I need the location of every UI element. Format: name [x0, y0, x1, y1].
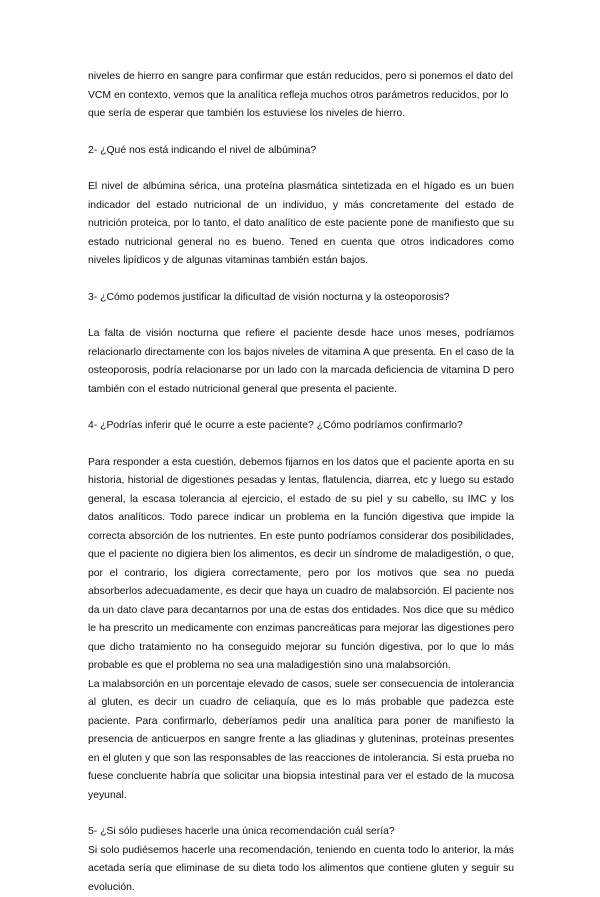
question-2: 2- ¿Qué nos está indicando el nivel de albúmina? [88, 142, 514, 161]
question-3: 3- ¿Cómo podemos justificar la dificultad de visión nocturna y la osteoporosis? [88, 289, 514, 308]
question-4: 4- ¿Podrías inferir qué le ocurre a este paciente? ¿Cómo podríamos confirmarlo? [88, 417, 514, 436]
answer-2: El nivel de albúmina sérica, una proteína plasmática sintetizada en el hígado es un buen indicador del estado nutricional de un individuo, y más concretamente del estado de nutrición proteica, por lo tanto, el dato analítico de este paciente pone de manifiesto que su estado nutricional general no es bueno. Tened en cuenta que otros indicadores como niveles lipídicos y de algunas vitaminas también están bajos. [88, 178, 514, 271]
answer-4-part-1: Para responder a esta cuestión, debemos fijarnos en los datos que el paciente aporta en su historia, historial de digestiones pesadas y lentas, flatulencia, diarrea, etc y luego su estado general, la escasa tolerancia al ejercicio, el estado de su piel y su cabello, su IMC y los datos analíticos. Todo parece indicar un problema en la función digestiva que impide la correcta absorción de los nutrientes. En este punto podríamos considerar dos posibilidades, que el paciente no digiera bien los alimentos, es decir un síndrome de maladigestión, o que, por el contrario, los digiera correctamente, pero por los motivos que sea no pueda absorberlos adecuadamente, es decir que haya un cuadro de malabsorción. El paciente nos da un dato clave para decantarnos por una de estas dos entidades. Nos dice que su médico le ha prescrito un medicamente con enzimas pancreáticas para mejorar las digestiones pero que dicho tratamiento no ha conseguido mejorar su función digestiva, por lo que lo más probable es que el problema no sea una maladigestión sino una malabsorción. [88, 454, 514, 676]
answer-5: Si solo pudiésemos hacerle una recomendación, teniendo en cuenta todo lo anterior, la más acetada sería que eliminase de su dieta todo los alimentos que contiene gluten y seguir su evolución. [88, 842, 514, 897]
intro-paragraph: niveles de hierro en sangre para confirmar que están reducidos, pero si ponemos el dato del VCM en contexto, vemos que la analítica refleja muchos otros parámetros reducidos, por lo que sería de esperar que también los estuviese los niveles de hierro. [88, 68, 514, 124]
answer-4-part-2: La malabsorción en un porcentaje elevado de casos, suele ser consecuencia de intolerancia al gluten, es decir un cuadro de celiaquía, que es lo más probable que padezca este paciente. Para confirmarlo, deberíamos pedir una analítica para poner de manifiesto la presencia de anticuerpos en sangre frente a las gliadinas y gluteninas, proteínas presentes en el gluten y que son las responsables de las reacciones de intolerancia. Si esta prueba no fuese concluente habría que solicitar una biopsia intestinal para ver el estado de la mucosa yeyunal. [88, 676, 514, 806]
answer-3: La falta de visión nocturna que refiere el paciente desde hace unos meses, podríamos relacionarlo directamente con los bajos niveles de vitamina A que presenta. En el caso de la osteoporosis, podría relacionarse por un lado con la marcada deficiencia de vitamina D pero también con el estado nutricional general que presenta el paciente. [88, 325, 514, 399]
question-5: 5- ¿Si sólo pudieses hacerle una única recomendación cuál sería? [88, 823, 514, 842]
